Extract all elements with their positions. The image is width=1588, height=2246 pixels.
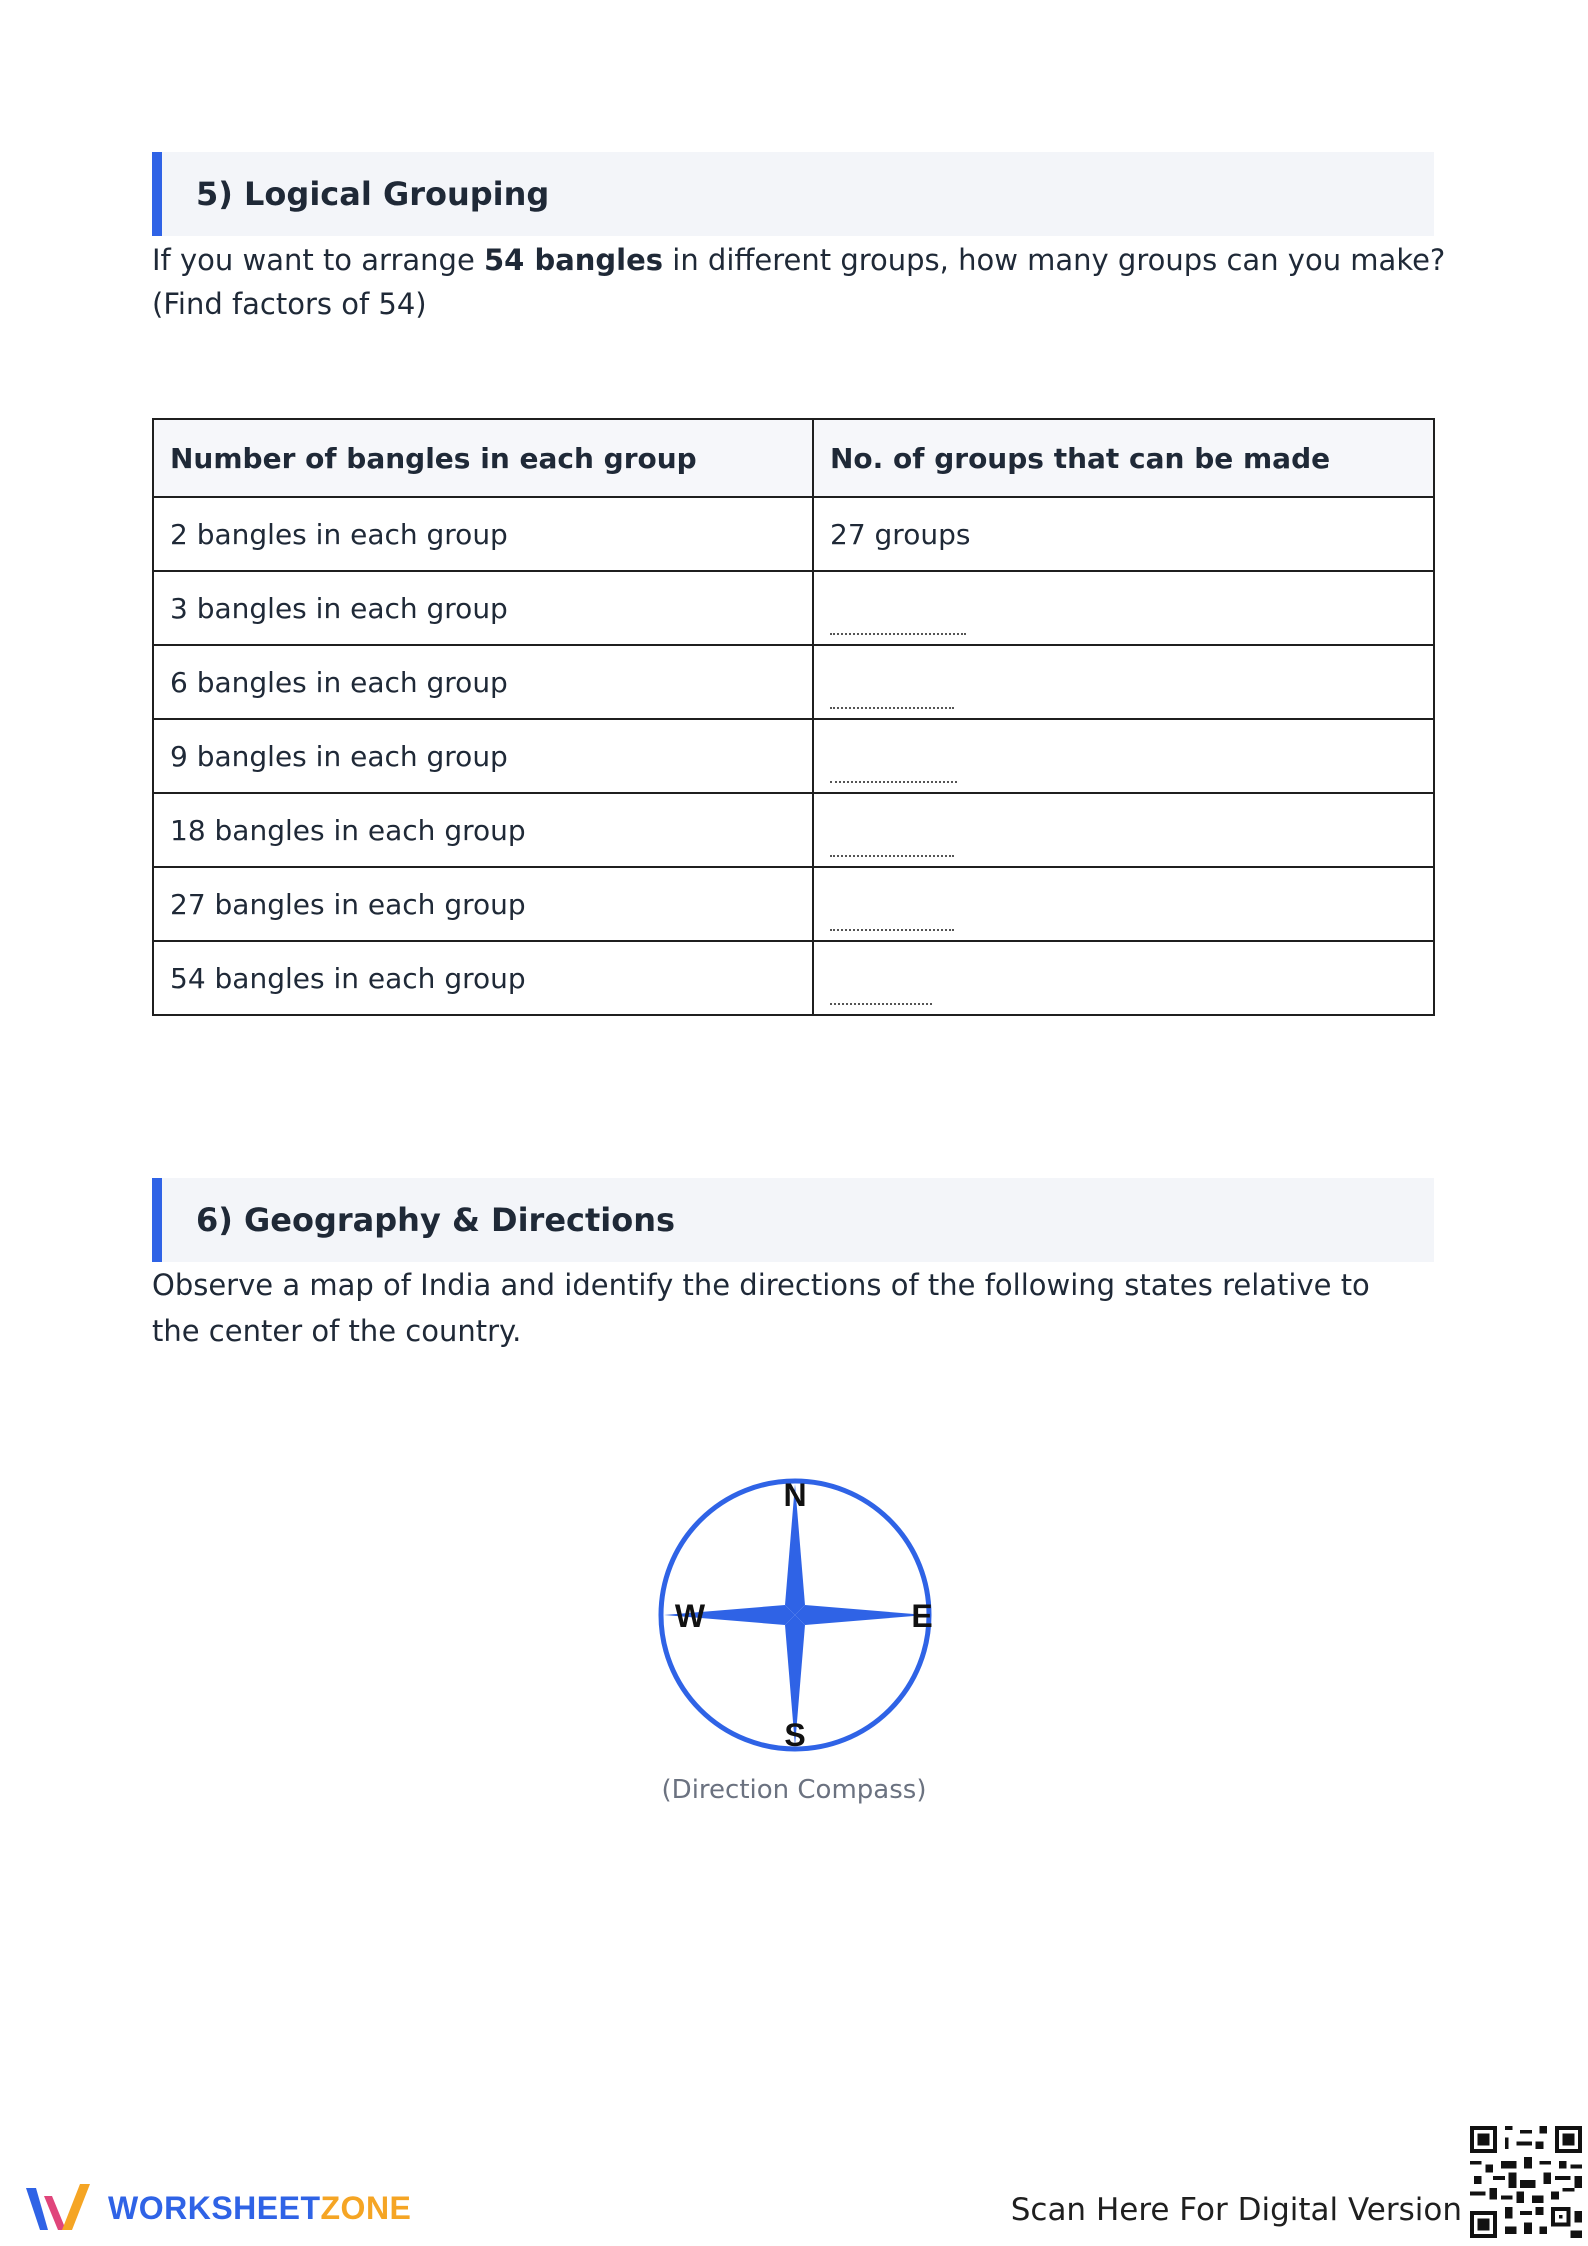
- scan-text: Scan Here For Digital Version: [1010, 2192, 1462, 2228]
- brand-part-2: ZONE: [320, 2190, 412, 2226]
- qr-code-icon[interactable]: [1470, 2126, 1582, 2238]
- table-row: [153, 719, 1434, 793]
- brand-part-1: WORKSHEET: [108, 2190, 321, 2226]
- bangles-table: [152, 418, 1435, 1016]
- answer-blank[interactable]: [813, 793, 1434, 867]
- section-6-title: 6) Geography & Directions: [196, 1201, 676, 1239]
- dotted-blank[interactable]: [830, 973, 932, 1005]
- prompt-hint: (Find factors of 54): [152, 287, 427, 321]
- row-label: 9 bangles in each group: [153, 719, 813, 793]
- row-label: 2 bangles in each group: [153, 497, 813, 571]
- compass-caption: (Direction Compass): [661, 1775, 927, 1805]
- answer-blank[interactable]: [813, 867, 1434, 941]
- table-row: [153, 867, 1434, 941]
- compass-north-label: N: [783, 1477, 807, 1513]
- section-5-title: 5) Logical Grouping: [196, 175, 550, 213]
- section-5-prompt: [152, 238, 1452, 326]
- compass-east-label: E: [911, 1598, 933, 1634]
- compass-south-label: S: [784, 1717, 806, 1753]
- row-label: 6 bangles in each group: [153, 645, 813, 719]
- dotted-blank[interactable]: [830, 603, 966, 635]
- prompt-text: If you want to arrange: [152, 243, 484, 277]
- section-5-header: [152, 152, 1434, 236]
- compass-icon: [652, 1472, 938, 1758]
- row-label: 18 bangles in each group: [153, 793, 813, 867]
- answer-blank[interactable]: [813, 645, 1434, 719]
- table-row: [153, 941, 1434, 1015]
- dotted-blank[interactable]: [830, 899, 954, 931]
- compass-west-label: W: [674, 1598, 706, 1634]
- answer-blank[interactable]: [813, 571, 1434, 645]
- table-row: [153, 645, 1434, 719]
- table-row: [153, 793, 1434, 867]
- table-header-row: [153, 419, 1434, 497]
- row-label: 3 bangles in each group: [153, 571, 813, 645]
- dotted-blank[interactable]: [830, 825, 954, 857]
- compass-east-point: [795, 1605, 926, 1625]
- prompt-text-end: in different groups, how many groups can you make?: [663, 243, 1446, 277]
- section-6-header: [152, 1178, 1434, 1262]
- table-row: [153, 497, 1434, 571]
- dotted-blank[interactable]: [830, 751, 957, 783]
- section-6-prompt: Observe a map of India and identify the directions of the following states relative to the center of the country.: [152, 1268, 1370, 1348]
- dotted-blank[interactable]: [830, 677, 954, 709]
- brand-name: [108, 2190, 411, 2227]
- header-groups-count: No. of groups that can be made: [813, 419, 1434, 497]
- answer-blank[interactable]: [813, 941, 1434, 1015]
- row-label: 27 bangles in each group: [153, 867, 813, 941]
- table-row: [153, 571, 1434, 645]
- header-bangles-per-group: Number of bangles in each group: [153, 419, 813, 497]
- worksheetzone-logo-icon: [22, 2178, 96, 2236]
- row-label: 54 bangles in each group: [153, 941, 813, 1015]
- answer-blank[interactable]: [813, 719, 1434, 793]
- row-answer: 27 groups: [813, 497, 1434, 571]
- prompt-bold: 54 bangles: [484, 243, 664, 277]
